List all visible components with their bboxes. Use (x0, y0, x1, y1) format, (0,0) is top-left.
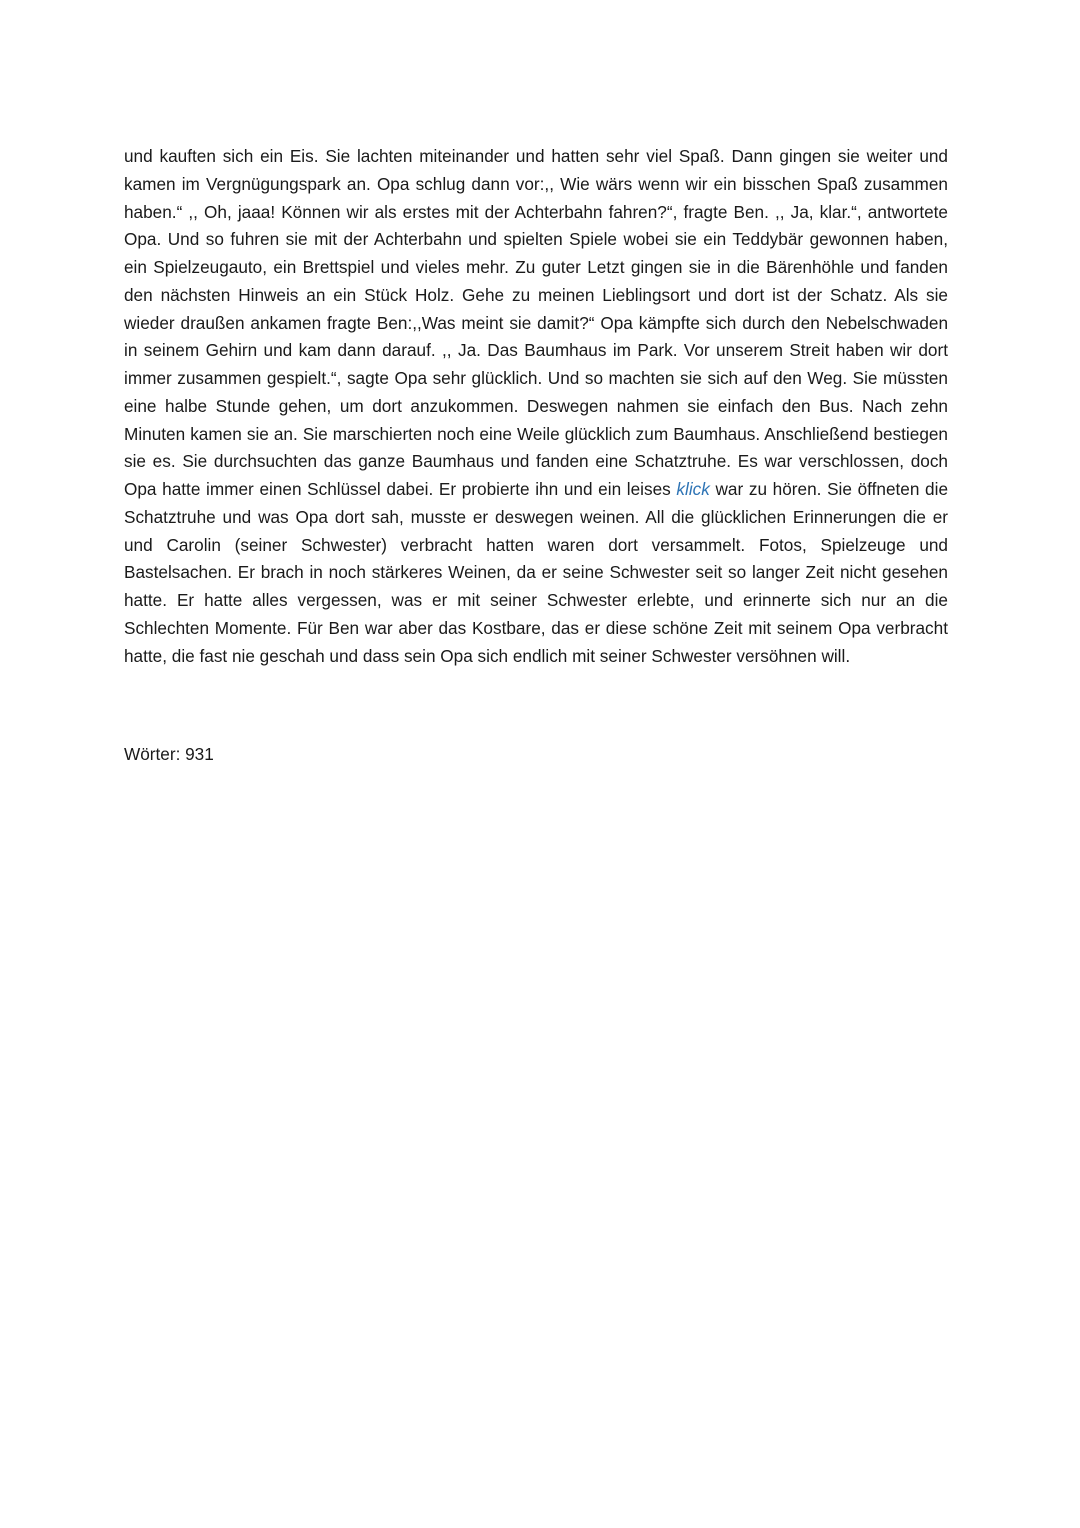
word-count: Wörter: 931 (124, 744, 214, 764)
paragraph-text-start: und kauften sich ein Eis. Sie lachten miteinander und hatten sehr viel Spaß. Dann gingen sie weiter und kamen im Vergnügungspark an. Opa schlug dann vor:,, Wie wärs wenn wir ein bisschen Spaß zusammen haben.“ ,, Oh, jaaa! Können wir als erstes mit der Achterbahn fahren?“, fragte Ben. ,, Ja, klar.“, antwortete Opa. Und so fuhren sie mit der Achterbahn und spielten Spiele wobei sie ein Teddybär gewonnen haben, ein Spielzeugauto, ein Brettspiel und vieles mehr. Zu guter Letzt gingen sie in die Bärenhöhle und fanden den nächsten Hinweis an ein Stück Holz. Gehe zu meinen Lieblingsort und dort ist der Schatz. Als sie wieder draußen ankamen fragte Ben:,,Was meint sie damit?“ Opa kämpfte sich durch den Nebelschwaden in seinem Gehirn und kam dann darauf. ,, Ja. Das Baumhaus im Park. Vor unserem Streit haben wir dort immer zusammen gespielt.“, sagte Opa sehr glücklich. Und so machten sie sich auf den Weg. Sie müssten eine halbe Stunde gehen, um dort anzukommen. Deswegen nahmen sie einfach den Bus. Nach zehn Minuten kamen sie an. Sie marschierten noch eine Weile glücklich zum Baumhaus. Anschließend bestiegen sie es. Sie durchsuchten das ganze Baumhaus und fanden eine Schatztruhe. Es war verschlossen, doch Opa hatte immer einen Schlüssel dabei. Er probierte ihn und ein leises (124, 146, 948, 499)
story-paragraph (124, 143, 948, 670)
emphasized-word-klick: klick (676, 479, 710, 499)
paragraph-text-end: war zu hören. Sie öffneten die Schatztruhe und was Opa dort sah, musste er deswegen weinen. All die glücklichen Erinnerungen die er und Carolin (seiner Schwester) verbracht hatten waren dort versammelt. Fotos, Spielzeuge und Bastelsachen. Er brach in noch stärkeres Weinen, da er seine Schwester seit so langer Zeit nicht gesehen hatte. Er hatte alles vergessen, was er mit seiner Schwester erlebte, und erinnerte sich nur an die Schlechten Momente. Für Ben war aber das Kostbare, das er diese schöne Zeit mit seinem Opa verbracht hatte, die fast nie geschah und dass sein Opa sich endlich mit seiner Schwester versöhnen will. (124, 479, 948, 666)
